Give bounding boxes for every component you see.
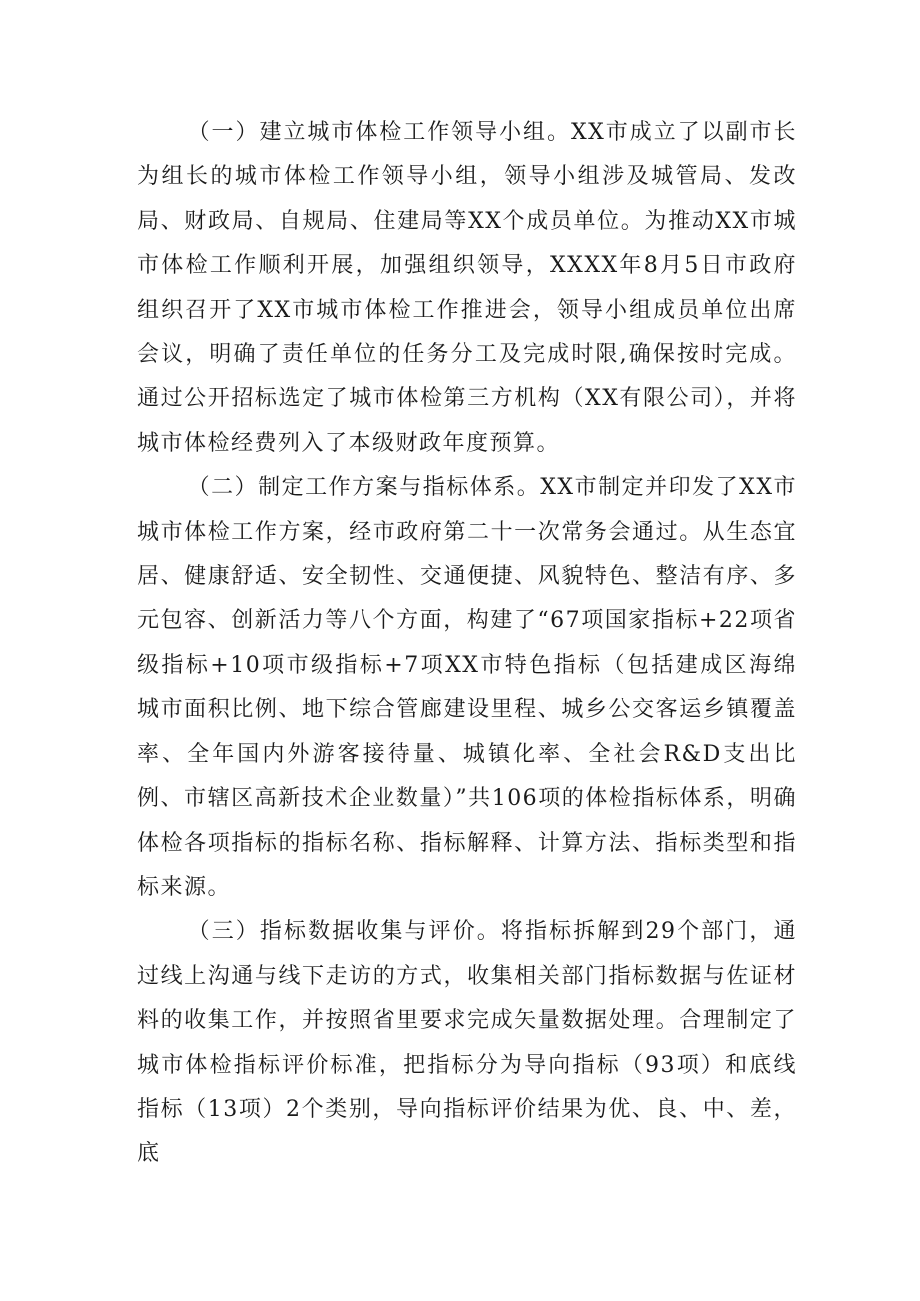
paragraph-data-collection: （三）指标数据收集与评价。将指标拆解到29个部门，通过线上沟通与线下走访的方式，收集相关部门指标数据与佐证材料的收集工作，并按照省里要求完成矢量数据处理。合理制定了城市体检指标评价标准，把指标分为导向指标（93项）和底线指标（13项）2个类别，导向指标评价结果为优、良、中、差，底	[137, 919, 797, 1167]
paragraph-leadership-group: （一）建立城市体检工作领导小组。XX市成立了以副市长为组长的城市体检工作领导小组，领导小组涉及城管局、发改局、财政局、自规局、住建局等XX个成员单位。为推动XX市城市体检工作顺利开展，加强组织领导，XXXX年8月5日市政府组织召开了XX市城市体检工作推进会，领导小组成员单位出席会议，明确了责任单位的任务分工及完成时限,确保按时完成。通过公开招标选定了城市体检第三方机构（XX有限公司），并将城市体检经费列入了本级财政年度预算。	[137, 120, 797, 456]
paragraph-work-plan: （二）制定工作方案与指标体系。XX市制定并印发了XX市城市体检工作方案，经市政府第二十一次常务会通过。从生态宜居、健康舒适、安全韧性、交通便捷、风貌特色、整洁有序、多元包容、创新活力等八个方面，构建了“67项国家指标+22项省级指标+10项市级指标+7项XX市特色指标（包括建成区海绵城市面积比例、地下综合管廊建设里程、城乡公交客运乡镇覆盖率、全年国内外游客接待量、城镇化率、全社会R&D支出比例、市辖区高新技术企业数量）”共106项的体检指标体系，明确体检各项指标的指标名称、指标解释、计算方法、指标类型和指标来源。	[137, 475, 797, 900]
document-body	[137, 111, 797, 1177]
